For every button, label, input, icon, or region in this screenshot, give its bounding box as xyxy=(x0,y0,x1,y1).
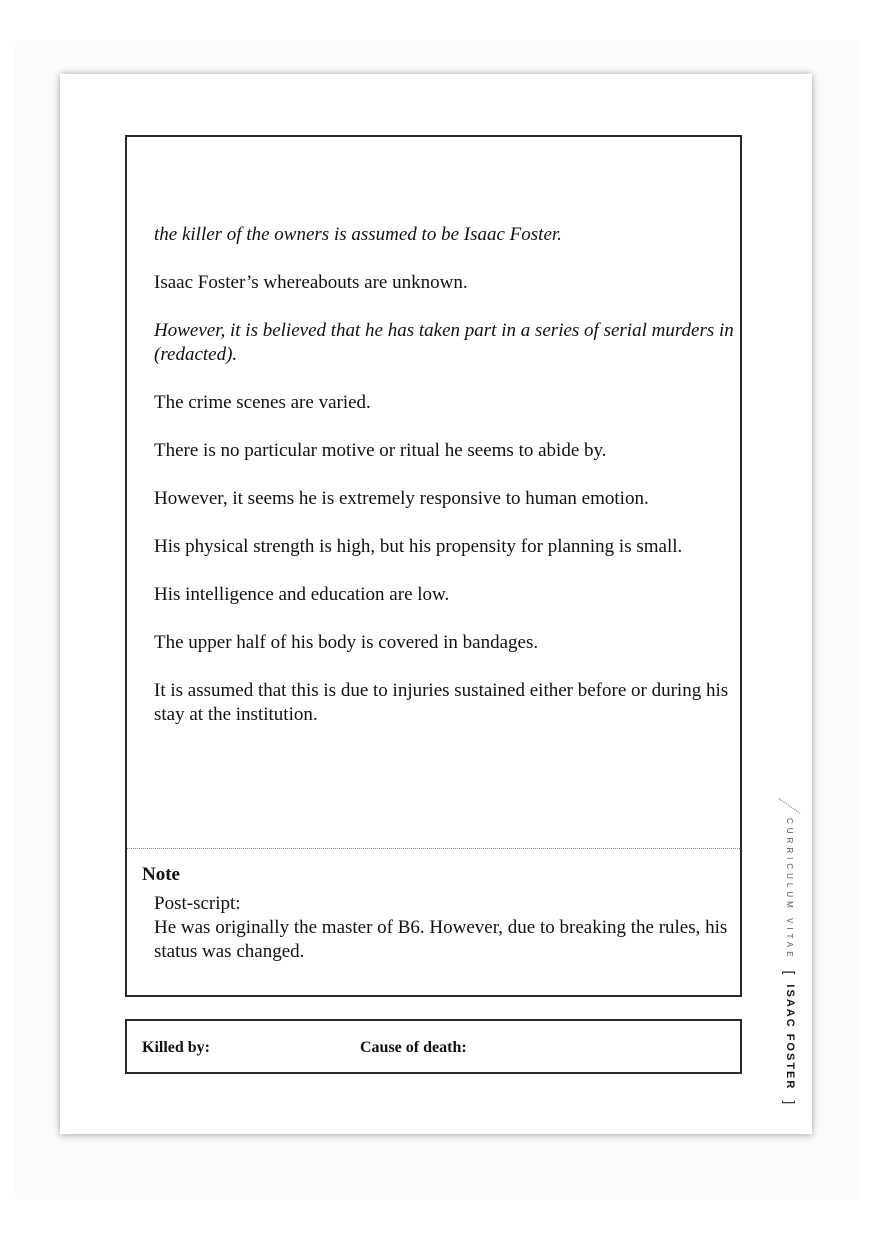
death-record-box xyxy=(125,1019,742,1074)
side-tab-bracket-close: ] xyxy=(782,1100,798,1105)
paragraph: Isaac Foster’s whereabouts are unknown. xyxy=(154,272,468,293)
note-body xyxy=(154,892,734,964)
paragraph: His intelligence and education are low. xyxy=(154,584,450,605)
profile-content-box xyxy=(125,135,742,997)
postscript-label: Post-script: xyxy=(154,893,241,914)
killed-by-label: Killed by: xyxy=(142,1039,211,1056)
paragraph: the killer of the owners is assumed to be Isaac Foster. xyxy=(154,224,562,245)
paragraph: The crime scenes are varied. xyxy=(154,392,371,413)
paragraph: There is no particular motive or ritual he seems to abide by. xyxy=(154,440,607,461)
side-tab-name: ISAAC FOSTER xyxy=(784,984,796,1091)
note-text: He was originally the master of B6. However, due to breaking the rules, his status was changed. xyxy=(154,917,728,962)
note-heading: Note xyxy=(142,864,180,885)
paragraph: It is assumed that this is due to injuries sustained either before or during his stay at the institution. xyxy=(154,680,729,725)
side-tab xyxy=(782,818,798,1114)
paragraph: However, it seems he is extremely responsive to human emotion. xyxy=(154,488,649,509)
paragraph: The upper half of his body is covered in bandages. xyxy=(154,632,539,653)
profile-body-text xyxy=(154,223,734,751)
cause-of-death-label: Cause of death: xyxy=(360,1039,467,1056)
note-divider xyxy=(127,848,740,849)
side-tab-label: CURRICULUM VITAE xyxy=(785,818,795,961)
side-tab-bracket-open: [ xyxy=(782,970,798,975)
paragraph: His physical strength is high, but his propensity for planning is small. xyxy=(154,536,683,557)
paragraph: However, it is believed that he has taken part in a series of serial murders in (redacted). xyxy=(154,320,734,365)
